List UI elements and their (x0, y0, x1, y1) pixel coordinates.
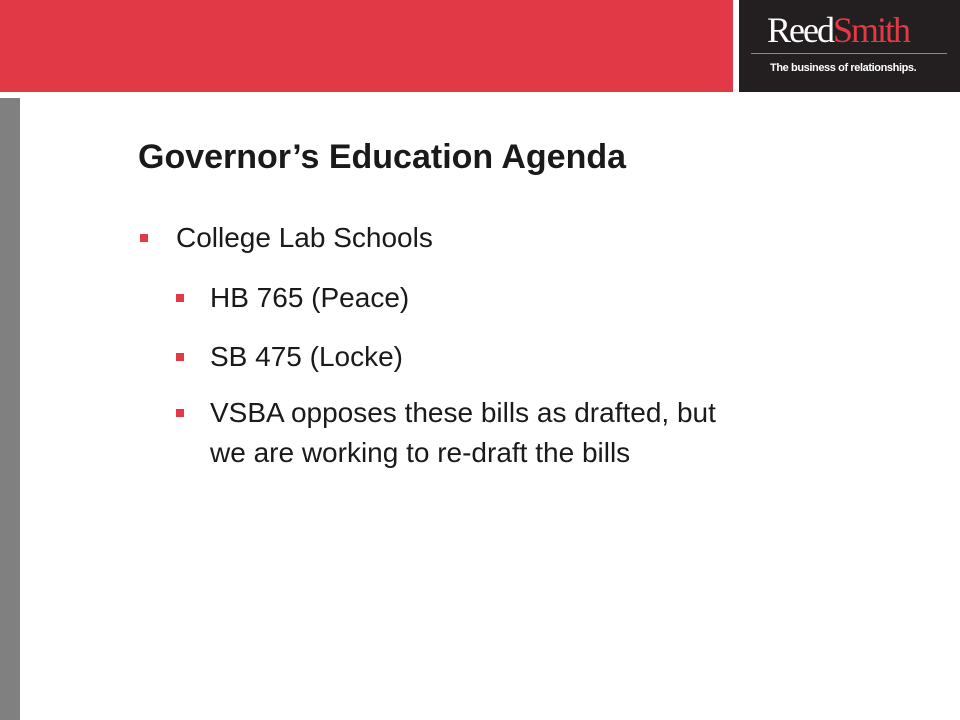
list-item-text-line-2: we are working to re-draft the bills (210, 437, 631, 468)
square-bullet-icon (140, 234, 148, 242)
list-item-text: College Lab Schools (176, 222, 433, 253)
list-item-text: HB 765 (Peace) (210, 282, 410, 313)
square-bullet-icon (176, 294, 184, 302)
slide-title: Governor’s Education Agenda (138, 138, 627, 176)
logo-wordmark-reed: Reed (767, 10, 833, 50)
logo-wordmark (767, 12, 909, 48)
logo-tagline: The business of relationships. (770, 62, 917, 74)
reedsmith-logo (739, 0, 960, 92)
square-bullet-icon (176, 409, 184, 417)
left-sidebar-bar (0, 98, 20, 720)
square-bullet-icon (176, 353, 184, 361)
header-red-band (0, 0, 733, 92)
logo-divider (751, 53, 947, 54)
logo-wordmark-smith: Smith (832, 10, 909, 50)
list-item-text-line-1: VSBA opposes these bills as drafted, but (210, 397, 716, 428)
list-item-text: SB 475 (Locke) (210, 341, 403, 372)
